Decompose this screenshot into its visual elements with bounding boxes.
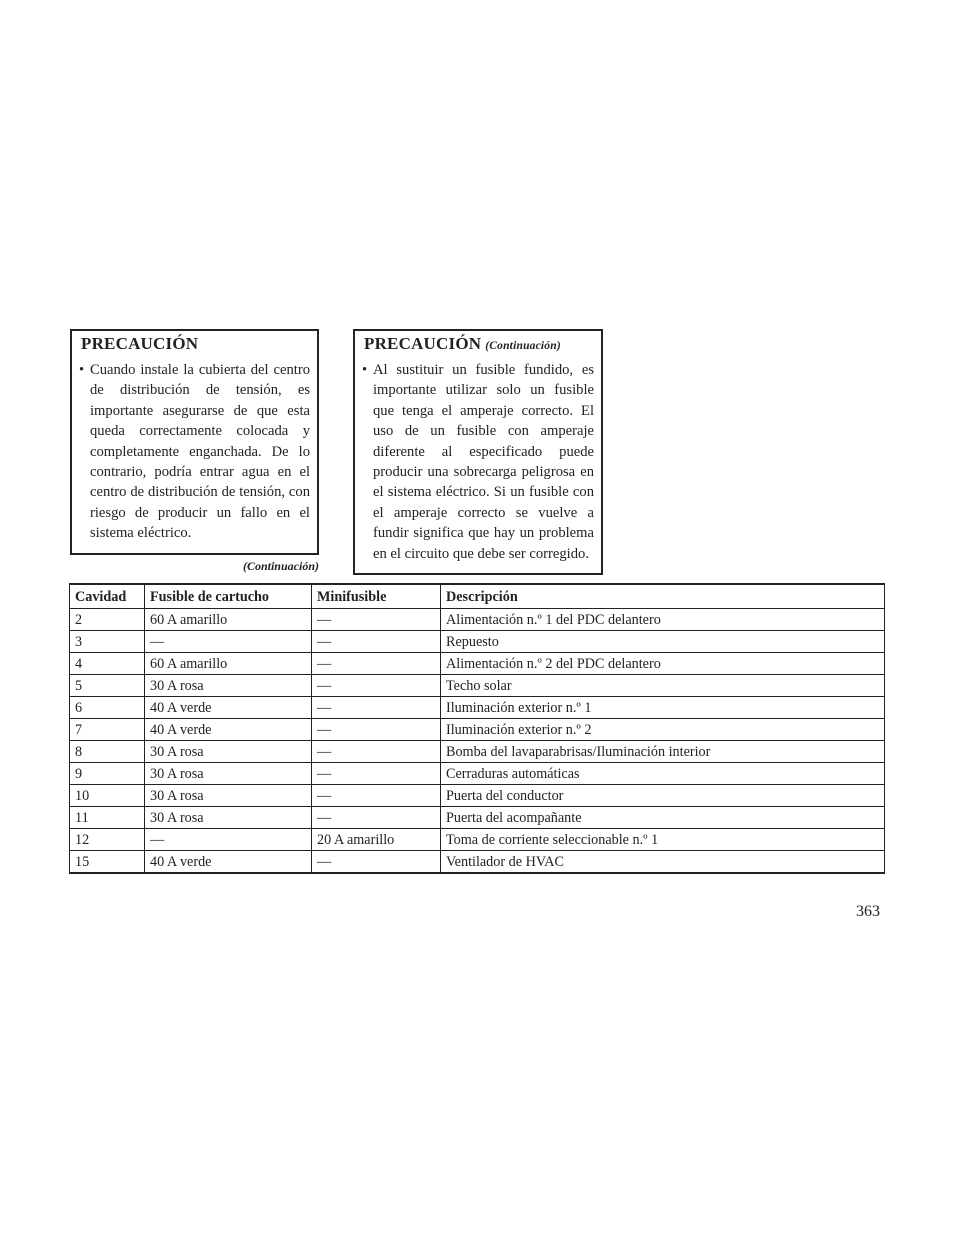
cell-cartridge-fuse: 30 A rosa	[145, 807, 312, 829]
cell-minifuse: —	[312, 719, 441, 741]
continuation-note: (Continuación)	[242, 559, 319, 573]
table-row	[70, 763, 885, 785]
cell-description: Alimentación n.º 2 del PDC delantero	[441, 653, 885, 675]
cell-cartridge-fuse: 40 A verde	[145, 697, 312, 719]
caution-body	[77, 360, 310, 544]
table-row	[70, 675, 885, 697]
bullet-glyph: •	[362, 362, 368, 378]
cell-cartridge-fuse: 30 A rosa	[145, 741, 312, 763]
header-description: Descripción	[441, 584, 885, 609]
cell-description: Iluminación exterior n.º 2	[441, 719, 885, 741]
cell-minifuse: —	[312, 851, 441, 874]
cell-minifuse: —	[312, 675, 441, 697]
cell-minifuse: —	[312, 631, 441, 653]
cell-description: Ventilador de HVAC	[441, 851, 885, 874]
caution-heading-text: PRECAUCIÓN	[364, 334, 482, 353]
cell-cavity: 7	[70, 719, 145, 741]
cell-minifuse: —	[312, 763, 441, 785]
table-row	[70, 851, 885, 874]
page-number: 363	[856, 903, 880, 920]
table-row	[70, 785, 885, 807]
table-row	[70, 807, 885, 829]
table-row	[70, 653, 885, 675]
cell-cavity: 3	[70, 631, 145, 653]
cell-cavity: 5	[70, 675, 145, 697]
cell-cartridge-fuse: 30 A rosa	[145, 675, 312, 697]
cell-cavity: 9	[70, 763, 145, 785]
cell-cavity: 2	[70, 609, 145, 631]
cell-minifuse: —	[312, 741, 441, 763]
caution-heading	[81, 334, 198, 354]
header-cartridge-fuse: Fusible de cartucho	[145, 584, 312, 609]
cell-cartridge-fuse: 60 A amarillo	[145, 653, 312, 675]
header-cavity: Cavidad	[70, 584, 145, 609]
cell-description: Techo solar	[441, 675, 885, 697]
table-row	[70, 697, 885, 719]
cell-minifuse: 20 A amarillo	[312, 829, 441, 851]
cell-minifuse: —	[312, 785, 441, 807]
cell-minifuse: —	[312, 807, 441, 829]
bullet-glyph: •	[79, 362, 85, 378]
cell-description: Puerta del conductor	[441, 785, 885, 807]
cell-description: Cerraduras automáticas	[441, 763, 885, 785]
cell-description: Toma de corriente seleccionable n.º 1	[441, 829, 885, 851]
cell-cavity: 6	[70, 697, 145, 719]
table-body	[70, 609, 885, 874]
table-row	[70, 829, 885, 851]
cell-cavity: 11	[70, 807, 145, 829]
caution-heading	[364, 334, 561, 354]
table-row	[70, 609, 885, 631]
caution-heading-continuation: (Continuación)	[485, 340, 561, 352]
cell-description: Puerta del acompañante	[441, 807, 885, 829]
table-row	[70, 631, 885, 653]
cell-description: Bomba del lavaparabrisas/Iluminación interior	[441, 741, 885, 763]
cell-minifuse: —	[312, 697, 441, 719]
cell-cartridge-fuse: —	[145, 631, 312, 653]
caution-heading-text: PRECAUCIÓN	[81, 334, 199, 353]
caution-box-left	[70, 329, 319, 555]
cell-cavity: 15	[70, 851, 145, 874]
cell-cartridge-fuse: 60 A amarillo	[145, 609, 312, 631]
cell-cartridge-fuse: —	[145, 829, 312, 851]
cell-cavity: 8	[70, 741, 145, 763]
cell-cavity: 12	[70, 829, 145, 851]
fuse-table	[69, 583, 885, 874]
cell-minifuse: —	[312, 653, 441, 675]
cell-cartridge-fuse: 40 A verde	[145, 851, 312, 874]
table-row	[70, 719, 885, 741]
header-minifuse: Minifusible	[312, 584, 441, 609]
cell-cavity: 10	[70, 785, 145, 807]
cell-description: Alimentación n.º 1 del PDC delantero	[441, 609, 885, 631]
cell-description: Iluminación exterior n.º 1	[441, 697, 885, 719]
table-header-row	[70, 584, 885, 609]
cell-cartridge-fuse: 30 A rosa	[145, 785, 312, 807]
cell-description: Repuesto	[441, 631, 885, 653]
cell-cavity: 4	[70, 653, 145, 675]
caution-text: Al sustituir un fusible fundido, es importante utilizar solo un fusible que tenga el amperaje correcto. El uso de un fusible con amperaje diferente al especificado puede producir una sobrecarga peligrosa en el sistema eléctrico. Si un fusible con el amperaje correcto se vuelve a fundir significa que hay un problema en el circuito que debe ser corregido.	[373, 362, 594, 562]
caution-body	[360, 360, 594, 564]
cell-cartridge-fuse: 30 A rosa	[145, 763, 312, 785]
cell-minifuse: —	[312, 609, 441, 631]
caution-box-right	[353, 329, 603, 575]
cell-cartridge-fuse: 40 A verde	[145, 719, 312, 741]
caution-text: Cuando instale la cubierta del centro de distribución de tensión, es importante asegurarse de que esta queda correctamente colocada y completamente enganchada. De lo contrario, podría entrar agua en el centro de distribución de tensión, con riesgo de producir un fallo en el sistema eléctrico.	[90, 362, 310, 542]
table-row	[70, 741, 885, 763]
